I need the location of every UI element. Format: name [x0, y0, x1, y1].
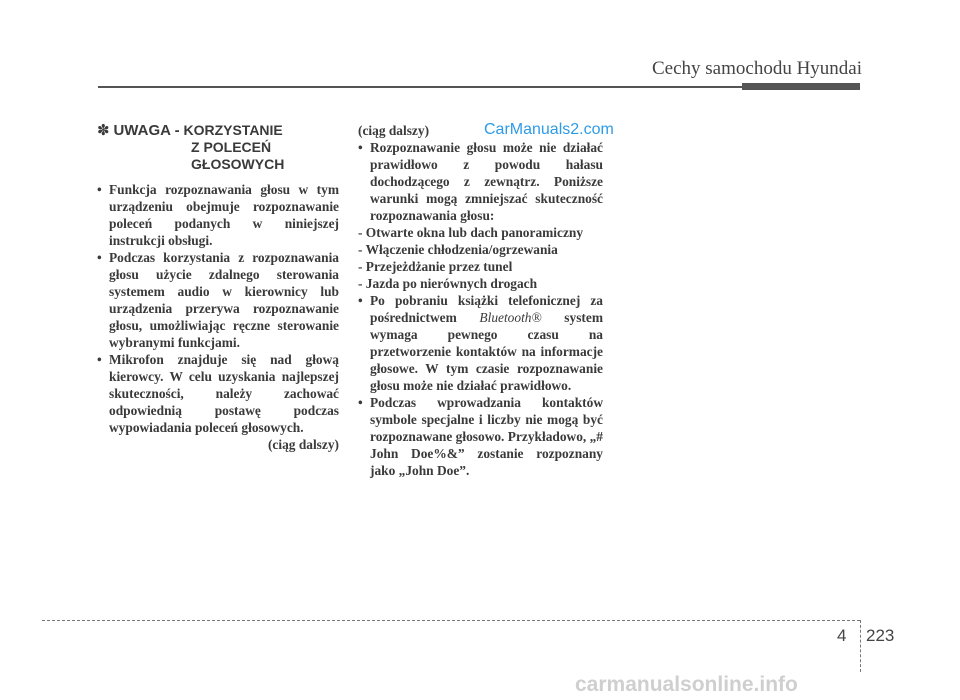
header-accent-bar: [742, 83, 860, 90]
left-column: [97, 122, 339, 453]
note-title-line-2: Z POLECEŃ: [191, 139, 272, 155]
note-title-line-1: KORZYSTANIE: [183, 122, 283, 138]
page-number: 223: [866, 626, 895, 645]
right-bullet-1: • Rozpoznawanie głosu może nie działać prawidłowo z powodu hałasu dochodzącego z zewnątrz. Poniższe warunki mogą zmniejszać skuteczność rozpoznawania głosu:: [358, 140, 603, 223]
watermark-bottom: carmanualsonline.info: [575, 673, 798, 696]
watermark-top: CarManuals2.com: [484, 121, 614, 138]
chapter-number: 4: [837, 626, 847, 645]
right-bullet-2: • Po pobraniu książki telefonicznej za pośrednictwem Bluetooth® system wymaga pewnego czasu na przetworzenie kontaktów na informacje głosowe. W tym czasie rozpoznawanie głosu może nie działać prawidłowo.: [358, 293, 603, 393]
left-bullet-3: • Mikrofon znajduje się nad głową kierowcy. W celu uzyskania najlepszej skuteczności, należy zachować odpowiednią postawę podczas wypowiadania poleceń głosowych.: [97, 352, 339, 435]
condition-1: - Otwarte okna lub dach panoramiczny: [358, 225, 584, 240]
condition-3: - Przejeżdżanie przez tunel: [358, 259, 513, 274]
footer-rule: [42, 620, 860, 621]
right-bullet-3: • Podczas wprowadzania kontaktów symbole specjalne i liczby nie mogą być rozpoznawane głosowo. Przykładowo, „# John Doe%&” zostanie rozpoznany jako „John Doe”.: [358, 395, 603, 478]
left-bullet-2: • Podczas korzystania z rozpoznawania głosu użycie zdalnego sterowania systemem audio w kierownicy lub urządzenia przerywa rozpoznawanie głosu, umożliwiając ręczne sterowanie wybranymi funkcjami.: [97, 250, 339, 350]
condition-2: - Włączenie chłodzenia/ogrzewania: [358, 242, 558, 257]
left-bullet-1: • Funkcja rozpoznawania głosu w tym urządzeniu obejmuje rozpoznawanie poleceń podanych w niniejszej instrukcji obsługi.: [97, 182, 339, 248]
header-title: Cechy samochodu Hyundai: [651, 58, 862, 79]
bullet2-text-b: system wymaga pewnego czasu na przetworzenie kontaktów na informacje głosowe. W tym czasie rozpoznawanie głosu może nie działać prawidłowo.: [370, 310, 603, 393]
footer-divider: [860, 620, 861, 672]
note-heading: [97, 122, 339, 173]
bullet2-text-a: Po pobraniu książki telefonicznej za pośrednictwem: [370, 293, 603, 325]
note-star-icon: ✽: [97, 122, 110, 139]
note-lead: UWAGA -: [113, 122, 180, 139]
note-title-line-3: GŁOSOWYCH: [191, 156, 285, 172]
header-rule: [98, 86, 743, 88]
right-column: [358, 122, 603, 479]
bluetooth-term: Bluetooth®: [479, 310, 542, 325]
condition-4: - Jazda po nierównych drogach: [358, 276, 538, 291]
left-continued: (ciąg dalszy): [267, 437, 339, 452]
right-continued: (ciąg dalszy): [358, 123, 430, 138]
